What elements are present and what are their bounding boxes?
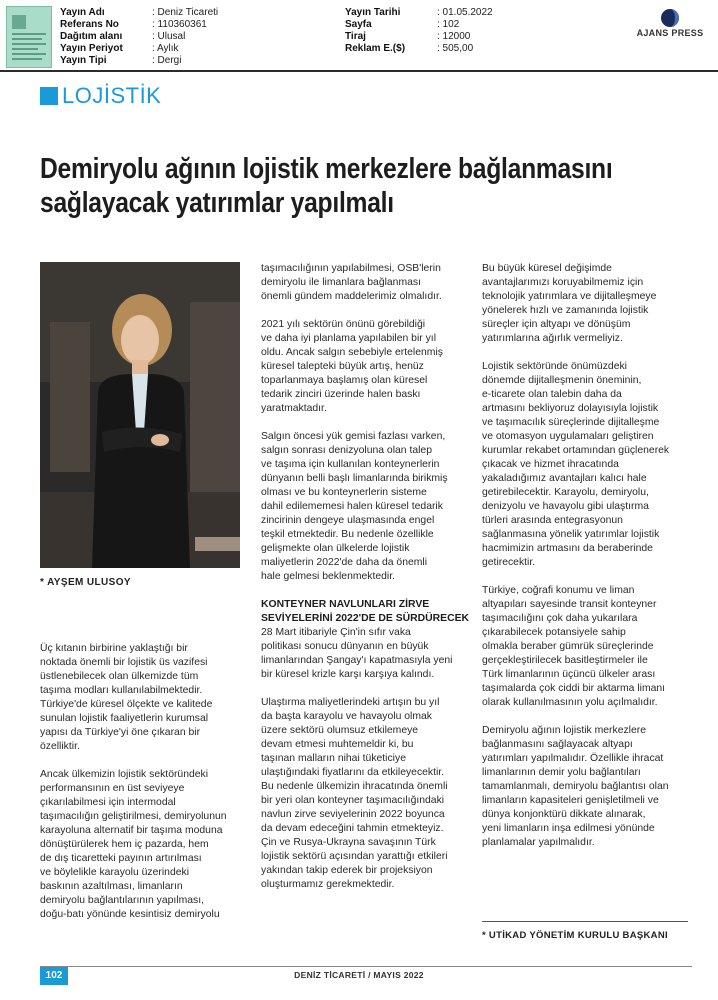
- paragraph: taşımacılığının yapılabilmesi, OSB'lerin demiryolu ile limanlara bağlanması önemli gündem maddelerimiz olmalıdır.: [261, 263, 442, 302]
- paragraph: Ulaştırma maliyetlerindeki artışın bu yıl da başta karayolu ve havayolu olmak üzere sektörü olumsuz etkilemeye devam etmesi muhtemeldir ki, bu taşınan malların nihai tüketiciye ulaştığındaki fiyatlarını da etkileyecektir. Bu nedenle ülkemizin ihracatında önemli bir yeri olan konteyner taşımacılığındaki navlun zirve seviyelerinin 2022 boyunca da devam edeceğini tahmin etmekteyiz. Çin ve Rusya-Ukrayna savaşının Türk lojistik sektörü açısından yarattığı etkileri yakından takip ederek bir projeksiyon oluşturmamız gerekmektedir.: [261, 697, 448, 890]
- author-credit: * UTİKAD YÖNETİM KURULU BAŞKANI: [482, 930, 668, 941]
- header-divider: [0, 70, 718, 72]
- clipping-header: [0, 0, 718, 70]
- headline: [40, 152, 613, 220]
- page-number: 102: [40, 967, 68, 985]
- paragraph: Üç kıtanın birbirine yaklaştığı bir noktada önemli bir lojistik üs vazifesi üstlenebilecek olan ülkemizde tüm taşıma modları kullanılabilmektedir. Türkiye'de küresel ölçekte ve kalitede sunulan lojistik faaliyetlerin kurumsal yapısı da Türkiye'yi öne çıkaran bir özelliktir.: [40, 643, 213, 752]
- ajans-press-logo: AJANS PRESS: [630, 8, 710, 38]
- article-column-2: [261, 262, 471, 906]
- globe-icon: [660, 8, 680, 28]
- meta-row: Tiraj : 12000: [345, 31, 471, 42]
- meta-right: [345, 7, 493, 55]
- paragraph: Salgın öncesi yük gemisi fazlası varken, salgın sonrası denizyoluna olan talep ve taşıma için kullanılan konteynerlerin dünyanın belli başlı limanlarında birikmiş olması ve bu konteynerlerin sisteme dahil edilememesi halen küresel tedarik zincirinin dengeye ulaşmasında engel teşkil etmektedir. Bu nedenle özellikle gelişmekte olan ülkelerde lojistik maliyetlerin 2022'de daha da önemli hale gelmesi beklenmektedir.: [261, 431, 448, 582]
- meta-left: [60, 7, 218, 67]
- meta-row: Dağıtım alanı : Ulusal: [60, 31, 186, 42]
- paragraph: Türkiye, coğrafi konumu ve liman altyapıları sayesinde transit konteyner taşımacılığını çok daha yukarılara çıkarabilecek potansiyele sahip olmakla beraber gümrük süreçlerinde gerçekleştirilecek basitleştirmeler ile Türk limanlarının üçüncü ülkeler arası taşımalarda çok ciddi bir aktarma limanı olarak kullanılmasının yolu açılmalıdır.: [482, 585, 666, 708]
- footer-divider: [40, 966, 692, 967]
- meta-row: Sayfa : 102: [345, 19, 460, 30]
- subheading: KONTEYNER NAVLUNLARI ZİRVE SEVİYELERİNİ 2022'DE DE SÜRDÜRECEK: [261, 599, 470, 624]
- author-divider: [482, 921, 688, 922]
- section-square-icon: [40, 87, 58, 105]
- portrait-photo: [40, 262, 240, 568]
- meta-row: Yayın Adı : Deniz Ticareti: [60, 7, 219, 18]
- paragraph: Lojistik sektöründe önümüzdeki dönemde dijitalleşmenin öneminin, e-ticarete olan talebin daha da artmasını bekliyoruz dolayısıyla lojistik ve taşımacılık süreçlerinde dijitalleşme ve otomasyon uygulamaları geliştiren kurumlar rekabet ortamından güçlenerek çıkacak ve hizmet ihracatında yakaladığımız avantajları kalıcı hale getirebilecektir. Karayolu, demiryolu, denizyolu ve havayolu gibi ulaştırma türleri arasında entegrasyonun sağlanmasına yönelik yatırımlar lojistik hacmimizin artmasını da beraberinde getirecektir.: [482, 361, 670, 568]
- meta-row: Yayın Tipi : Dergi: [60, 55, 182, 66]
- paragraph: 2021 yılı sektörün önünü görebildiği ve daha iyi planlama yapılabilen bir yıl oldu. Ancak salgın sebebiyle ertelenmiş küresel talepteki büyük artış, henüz toparlanmaya başlamış olan küresel tedarik zinciri üzerinde halen baskı yaratmaktadır.: [261, 319, 443, 414]
- page-thumbnail: [6, 6, 52, 68]
- meta-row: Yayın Tarihi : 01.05.2022: [345, 7, 493, 18]
- paragraph: Ancak ülkemizin lojistik sektöründeki performansının en üst seviyeye çıkarılabilmesi için intermodal taşımacılığın geliştirilmesi, demiryolunun karayoluna alternatif bir taşıma moduna dönüştürülerek hem iç pazarda, hem de dış ticaretteki payının artırılması ve böylelikle karayolu üzerindeki baskının azaltılması, limanların demiryolu bağlantılarının yapılması, doğu-batı yönünde kesintisiz demiryolu: [40, 769, 227, 920]
- article-column-3: [482, 262, 694, 864]
- section-label: LOJİSTİK: [40, 86, 161, 106]
- article-column-1: [40, 642, 245, 936]
- paragraph: 28 Mart itibariyle Çin'in sıfır vaka politikası sonucu dünyanın en büyük limanlarından Şangay'ı kapatmasıyla yeni bir küresel krizle karşı karşıya kalındı.: [261, 627, 453, 680]
- meta-row: Referans No : 110360361: [60, 19, 207, 30]
- paragraph: Bu büyük küresel değişimde avantajlarımızı koruyabilmemiz için teknolojik yatırımlara ve dijitalleşmeye yönelerek hızlı ve zamanında lojistik süreçler için altyapı ve dönüşüm yatırımlarına ağırlık vermeliyiz.: [482, 263, 657, 344]
- photo-caption: * AYŞEM ULUSOY: [40, 577, 131, 588]
- footer-publication: DENİZ TİCARETİ / MAYIS 2022: [294, 970, 424, 980]
- headline-line: Demiryolu ağının lojistik merkezlere bağlanmasını: [40, 153, 613, 185]
- meta-row: Yayın Periyot : Aylık: [60, 43, 179, 54]
- paragraph: Demiryolu ağının lojistik merkezlere bağlanmasını sağlayacak altyapı yatırımları yapılmalıdır. Özellikle ihracat limanlarının demir yolu bağlantıları tamamlanmalı, demiryolu bağlantısı olan limanların kapasiteleri genişletilmeli ve dünya konjonktürü dikkate alınarak, yeni limanların inşa edilmesi yönünde planlamalar yapılmalıdır.: [482, 725, 669, 848]
- headline-line: sağlayacak yatırımlar yapılmalı: [40, 187, 394, 219]
- meta-row: Reklam E.($) : 505,00: [345, 43, 474, 54]
